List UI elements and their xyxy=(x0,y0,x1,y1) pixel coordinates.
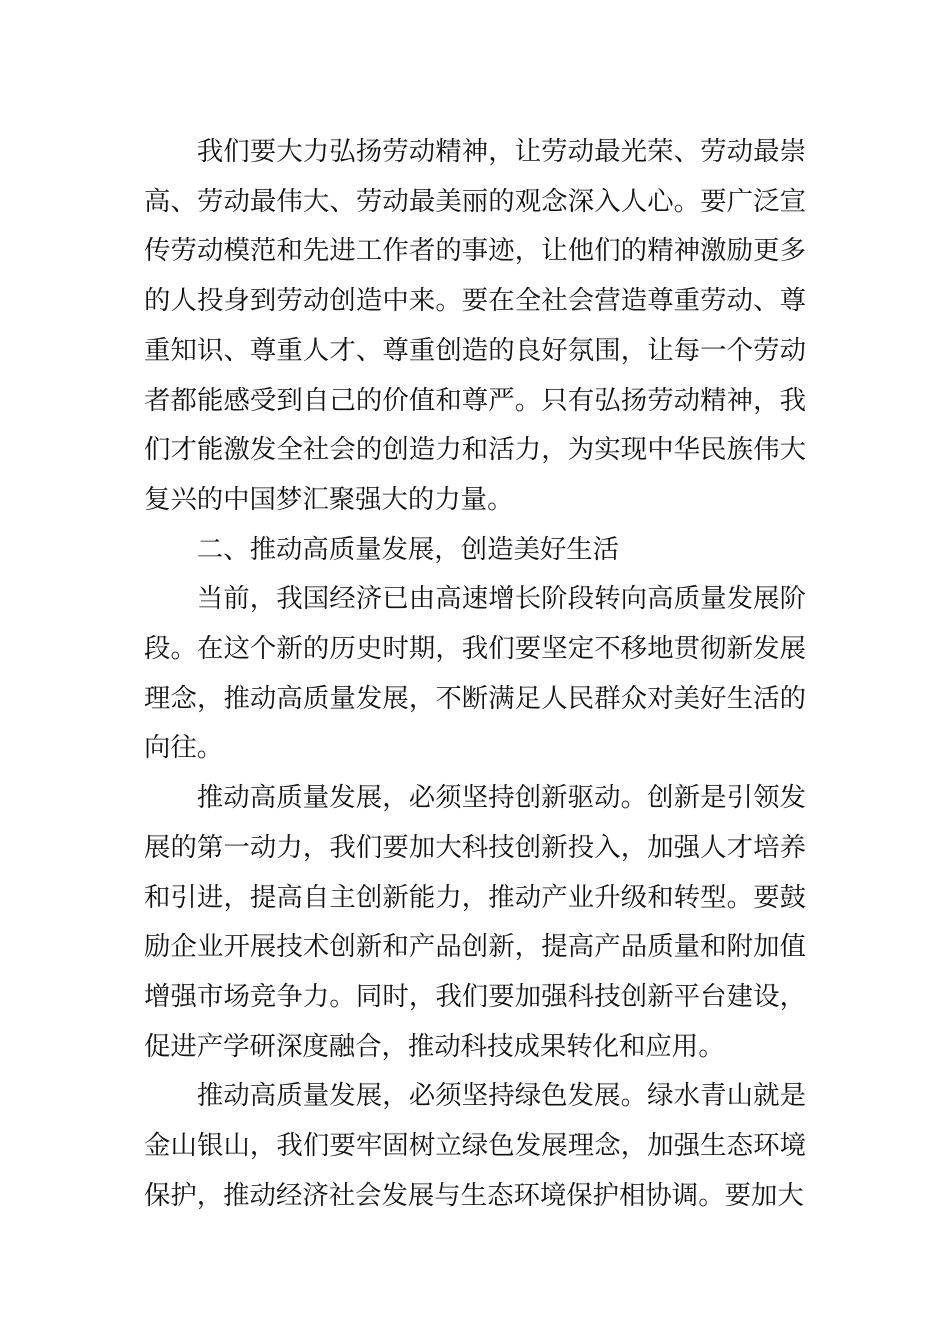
paragraph-current-economy: 当前，我国经济已由高速增长阶段转向高质量发展阶段。在这个新的历史时期，我们要坚定不移地贯彻新发展理念，推动高质量发展，不断满足人民群众对美好生活的向往。 xyxy=(144,583,806,764)
paragraph-innovation-driven: 推动高质量发展，必须坚持创新驱动。创新是引领发展的第一动力，我们要加大科技创新投入，加强人才培养和引进，提高自主创新能力，推动产业升级和转型。要鼓励企业开展技术创新和产品创新，提高产品质量和附加值增强市场竞争力。同时，我们要加强科技创新平台建设，促进产学研深度融合，推动科技成果转化和应用。 xyxy=(144,782,806,1062)
paragraph-green-development: 推动高质量发展，必须坚持绿色发展。绿水青山就是金山银山，我们要牢固树立绿色发展理念，加强生态环境保护，推动经济社会发展与生态环境保护相协调。要加大 xyxy=(144,1080,806,1211)
document-body xyxy=(144,127,806,1220)
section-heading-high-quality-development: 二、推动高质量发展，创造美好生活 xyxy=(196,533,620,565)
paragraph-labor-spirit: 我们要大力弘扬劳动精神，让劳动最光荣、劳动最崇高、劳动最伟大、劳动最美丽的观念深入人心。要广泛宣传劳动模范和先进工作者的事迹，让他们的精神激励更多的人投身到劳动创造中来。要在全社会营造尊重劳动、尊重知识、尊重人才、尊重创造的良好氛围，让每一个劳动者都能感受到自己的价值和尊严。只有弘扬劳动精神，我们才能激发全社会的创造力和活力，为实现中华民族伟大复兴的中国梦汇聚强大的力量。 xyxy=(144,136,806,515)
